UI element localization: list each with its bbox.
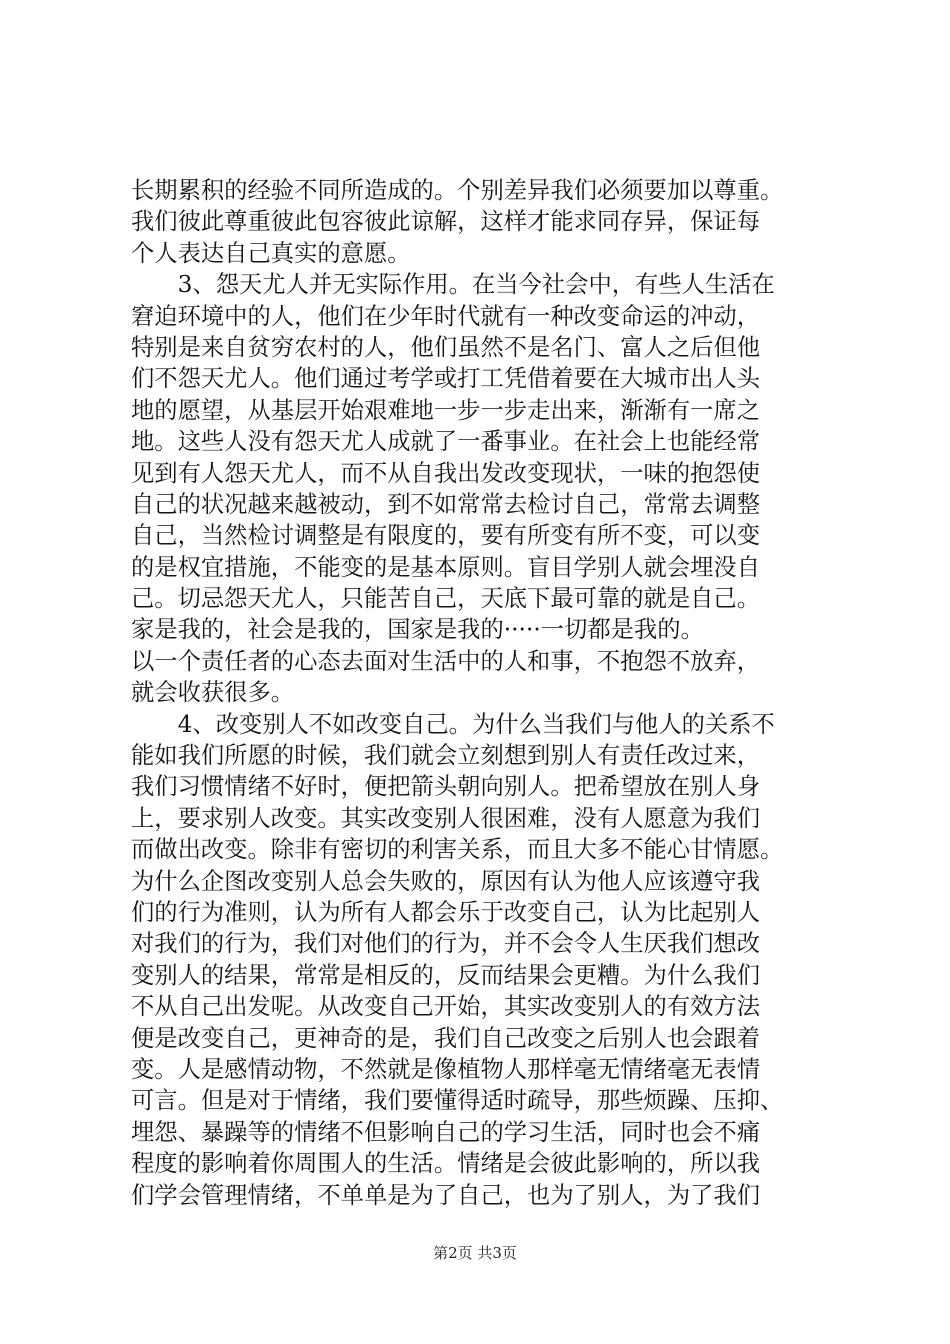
text-line: 就会收获很多。 — [131, 679, 295, 707]
text-line: 3、怨天尤人并无实际作用。在当今社会中，有些人生活在 — [131, 271, 775, 299]
text-line: 个人表达自己真实的意愿。 — [131, 239, 411, 267]
text-line: 特别是来自贫穷农村的人，他们虽然不是名门、富人之后但他 — [131, 333, 761, 361]
text-line: 自己的状况越来越被动，到不如常常去检讨自己，常常去调整 — [131, 490, 761, 518]
text-line: 变别人的结果，常常是相反的，反而结果会更糟。为什么我们 — [131, 961, 761, 989]
text-line: 的是权宜措施，不能变的是基本原则。盲目学别人就会埋没自 — [131, 553, 761, 581]
text-line: 而做出改变。除非有密切的利害关系，而且大多不能心甘情愿。 — [131, 836, 784, 864]
text-line: 埋怨、暴躁等的情绪不但影响自己的学习生活，同时也会不痛 — [131, 1118, 761, 1146]
text-line: 4、改变别人不如改变自己。为什么当我们与他人的关系不 — [131, 710, 775, 738]
text-line: 上，要求别人改变。其实改变别人很困难，没有人愿意为我们 — [131, 804, 761, 832]
text-line: 我们彼此尊重彼此包容彼此谅解，这样才能求同存异，保证每 — [131, 208, 761, 236]
text-line: 们不怨天尤人。他们通过考学或打工凭借着要在大城市出人头 — [131, 365, 761, 393]
text-line: 为什么企图改变别人总会失败的，原因有认为他人应该遵守我 — [131, 867, 761, 895]
text-line: 变。人是感情动物，不然就是像植物人那样毫无情绪毫无表情 — [131, 1055, 761, 1083]
text-line: 己。切忌怨天尤人，只能苦自己，天底下最可靠的就是自己。 — [131, 585, 761, 613]
text-line: 不从自己出发呢。从改变自己开始，其实改变别人的有效方法 — [131, 993, 761, 1021]
text-line: 我们习惯情绪不好时，便把箭头朝向别人。把希望放在别人身 — [131, 773, 761, 801]
text-line: 家是我的，社会是我的，国家是我的·····一切都是我的。 — [131, 616, 704, 644]
text-line: 程度的影响着你周围人的生活。情绪是会彼此影响的，所以我 — [131, 1150, 761, 1178]
text-line: 自己，当然检讨调整是有限度的，要有所变有所不变，可以变 — [131, 522, 761, 550]
text-line: 窘迫环境中的人，他们在少年时代就有一种改变命运的冲动， — [131, 302, 761, 330]
text-line: 们的行为准则，认为所有人都会乐于改变自己，认为比起别人 — [131, 898, 761, 926]
text-line: 地。这些人没有怨天尤人成就了一番事业。在社会上也能经常 — [131, 428, 761, 456]
text-line: 们学会管理情绪，不单单是为了自己，也为了别人，为了我们 — [131, 1181, 761, 1209]
text-line: 见到有人怨天尤人，而不从自我出发改变现状，一味的抱怨使 — [131, 459, 761, 487]
text-line: 地的愿望，从基层开始艰难地一步一步走出来，渐渐有一席之 — [131, 396, 761, 424]
text-line: 可言。但是对于情绪，我们要懂得适时疏导，那些烦躁、压抑、 — [131, 1087, 784, 1115]
text-line: 能如我们所愿的时候，我们就会立刻想到别人有责任改过来， — [131, 742, 761, 770]
document-body — [131, 175, 831, 1211]
text-line: 以一个责任者的心态去面对生活中的人和事，不抱怨不放弃， — [131, 647, 761, 675]
text-line: 便是改变自己，更神奇的是，我们自己改变之后别人也会跟着 — [131, 1024, 761, 1052]
text-line: 对我们的行为，我们对他们的行为，并不会令人生厌我们想改 — [131, 930, 761, 958]
text-line: 长期累积的经验不同所造成的。个别差异我们必须要加以尊重。 — [131, 177, 784, 204]
page-footer: 第2页 共3页 — [433, 1244, 517, 1262]
